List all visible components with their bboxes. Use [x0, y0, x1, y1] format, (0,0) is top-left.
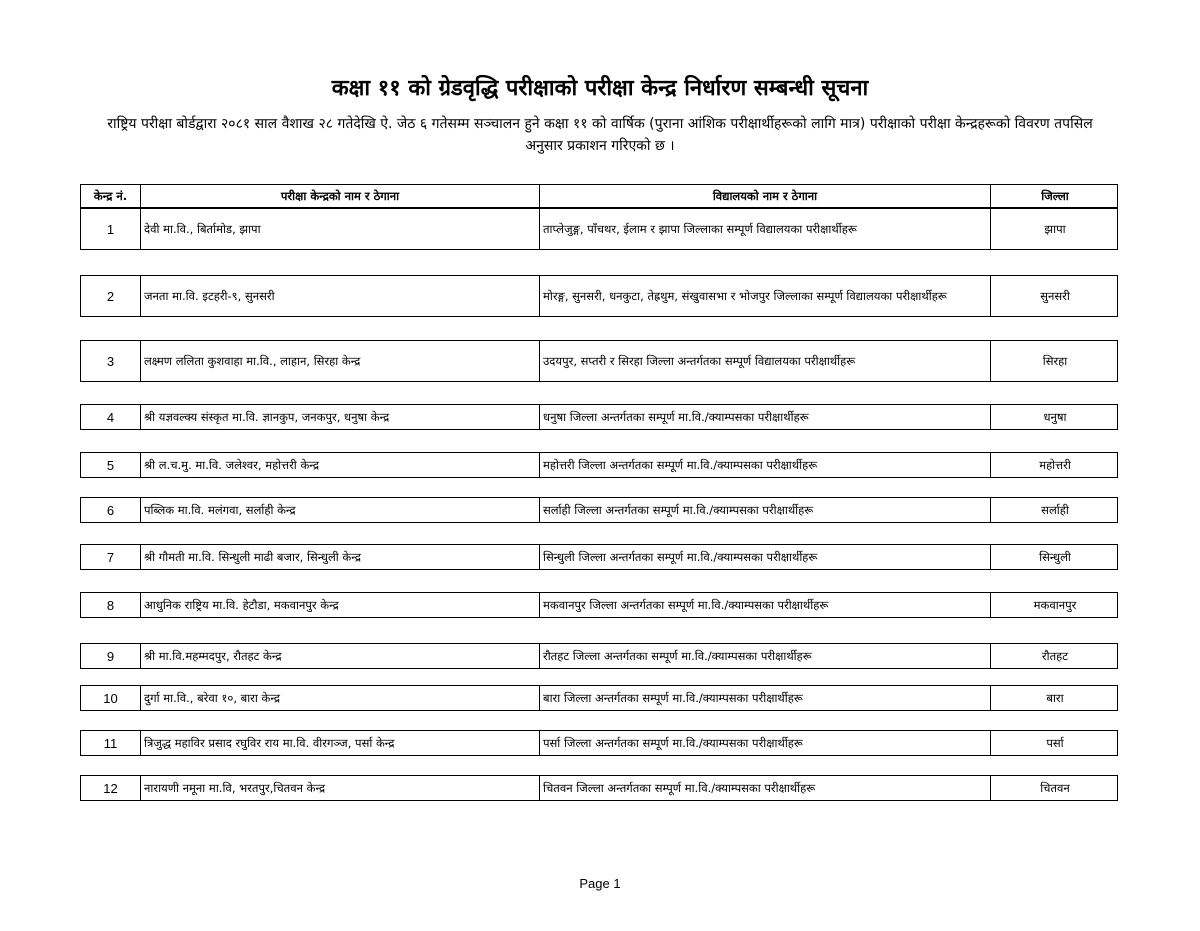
row-center: आधुनिक राष्ट्रिय मा.वि. हेटौडा, मकवानपुर केन्द्र	[141, 593, 540, 617]
row-district: महोत्तरी	[1039, 457, 1071, 472]
row-number: 9	[81, 644, 141, 668]
row-number: 6	[81, 498, 141, 522]
row-number: 5	[81, 453, 141, 477]
row-district: सुनसरी	[1040, 288, 1070, 303]
page-title: कक्षा ११ को ग्रेडवृद्धि परीक्षाको परीक्षा केन्द्र निर्धारण सम्बन्धी सूचना	[331, 76, 869, 101]
row-number: 4	[81, 405, 141, 429]
row-school: मोरङ्ग, सुनसरी, धनकुटा, तेह्रथुम, संखुवासभा र भोजपुर जिल्लाका सम्पूर्ण विद्यालयका परीक्षार्थीहरू	[540, 276, 991, 316]
table-row	[80, 340, 1118, 382]
row-number: 3	[81, 341, 141, 381]
row-number: 2	[81, 276, 141, 316]
row-school: बारा जिल्ला अन्तर्गतका सम्पूर्ण मा.वि./क्याम्पसका परीक्षार्थीहरू	[540, 686, 991, 710]
table-row	[80, 404, 1118, 430]
row-district: सिन्धुली	[1039, 549, 1071, 564]
row-center: देवी मा.वि., बिर्तामोड, झापा	[141, 209, 540, 249]
table-row	[80, 497, 1118, 523]
row-school: धनुषा जिल्ला अन्तर्गतका सम्पूर्ण मा.वि./क्याम्पसका परीक्षार्थीहरू	[540, 405, 991, 429]
row-district: धनुषा	[1043, 409, 1067, 424]
header-center-name: परीक्षा केन्द्रको नाम र ठेगाना	[141, 185, 540, 207]
row-school: उदयपुर, सप्तरी र सिरहा जिल्ला अन्तर्गतका सम्पूर्ण विद्यालयका परीक्षार्थीहरू	[540, 341, 991, 381]
row-number: 1	[81, 209, 141, 249]
table-row	[80, 208, 1118, 250]
row-number: 12	[81, 776, 141, 800]
notice-subtitle: राष्ट्रिय परीक्षा बोर्डद्वारा २०८१ साल वैशाख २८ गतेदेखि ऐ. जेठ ६ गतेसम्म सञ्चालन हुने कक्षा ११ को वार्षिक (पुराना आंशिक परीक्षार्थीहरूको लागि मात्र) परीक्षाको परीक्षा केन्द्रहरूको विवरण तपसिल अनुसार प्रकाशन गरिएको छ ।	[107, 116, 1093, 154]
page-number: Page 1	[579, 876, 621, 891]
table-row	[80, 275, 1118, 317]
row-center: लक्ष्मण ललिता कुशवाहा मा.वि., लाहान, सिरहा केन्द्र	[141, 341, 540, 381]
table-row	[80, 643, 1118, 669]
row-center: श्री मा.वि.महम्मदपुर, रौतहट केन्द्र	[141, 644, 540, 668]
table-row	[80, 544, 1118, 570]
row-center: नारायणी नमूना मा.वि, भरतपुर,चितवन केन्द्र	[141, 776, 540, 800]
row-district: बारा	[1046, 690, 1064, 705]
row-district: चितवन	[1040, 780, 1070, 795]
row-district: सर्लाही	[1041, 502, 1069, 517]
row-number: 7	[81, 545, 141, 569]
row-school: सिन्धुली जिल्ला अन्तर्गतका सम्पूर्ण मा.वि./क्याम्पसका परीक्षार्थीहरू	[540, 545, 991, 569]
row-district: सिरहा	[1042, 353, 1068, 368]
row-district: मकवानपुर	[1033, 597, 1077, 612]
table-row	[80, 775, 1118, 801]
row-center: दुर्गा मा.वि., बरेवा १०, बारा केन्द्र	[141, 686, 540, 710]
table-row	[80, 452, 1118, 478]
row-center: श्री यज्ञवल्क्य संस्कृत मा.वि. ज्ञानकुप, जनकपुर, धनुषा केन्द्र	[141, 405, 540, 429]
table-header	[80, 184, 1118, 208]
table-row	[80, 592, 1118, 618]
row-school: मकवानपुर जिल्ला अन्तर्गतका सम्पूर्ण मा.वि./क्याम्पसका परीक्षार्थीहरू	[540, 593, 991, 617]
row-district: पर्सा	[1046, 735, 1064, 750]
row-center: पब्लिक मा.वि. मलंगवा, सर्लाही केन्द्र	[141, 498, 540, 522]
row-school: महोत्तरी जिल्ला अन्तर्गतका सम्पूर्ण मा.वि./क्याम्पसका परीक्षार्थीहरू	[540, 453, 991, 477]
row-district: रौतहट	[1041, 648, 1069, 663]
row-center: श्री ल.च.मु. मा.वि. जलेश्वर, महोत्तरी केन्द्र	[141, 453, 540, 477]
header-center-number: केन्द्र नं.	[81, 185, 141, 207]
row-school: रौतहट जिल्ला अन्तर्गतका सम्पूर्ण मा.वि./क्याम्पसका परीक्षार्थीहरू	[540, 644, 991, 668]
row-school: चितवन जिल्ला अन्तर्गतका सम्पूर्ण मा.वि./क्याम्पसका परीक्षार्थीहरू	[540, 776, 991, 800]
row-school: ताप्लेजुङ्ग, पाँचथर, ईलाम र झापा जिल्लाका सम्पूर्ण विद्यालयका परीक्षार्थीहरू	[540, 209, 991, 249]
header-district: जिल्ला	[1041, 188, 1069, 203]
row-district: झापा	[1044, 221, 1066, 236]
header-school-name: विद्यालयको नाम र ठेगाना	[540, 185, 991, 207]
row-center: त्रिजुद्ध महाविर प्रसाद रघुविर राय मा.वि. वीरगञ्ज, पर्सा केन्द्र	[141, 731, 540, 755]
row-number: 10	[81, 686, 141, 710]
row-center: श्री गौमती मा.वि. सिन्धुली माढी बजार, सिन्धुली केन्द्र	[141, 545, 540, 569]
row-school: पर्सा जिल्ला अन्तर्गतका सम्पूर्ण मा.वि./क्याम्पसका परीक्षार्थीहरू	[540, 731, 991, 755]
row-center: जनता मा.वि. इटहरी-९, सुनसरी	[141, 276, 540, 316]
row-school: सर्लाही जिल्ला अन्तर्गतका सम्पूर्ण मा.वि./क्याम्पसका परीक्षार्थीहरू	[540, 498, 991, 522]
row-number: 8	[81, 593, 141, 617]
row-number: 11	[81, 731, 141, 755]
table-row	[80, 730, 1118, 756]
table-row	[80, 685, 1118, 711]
